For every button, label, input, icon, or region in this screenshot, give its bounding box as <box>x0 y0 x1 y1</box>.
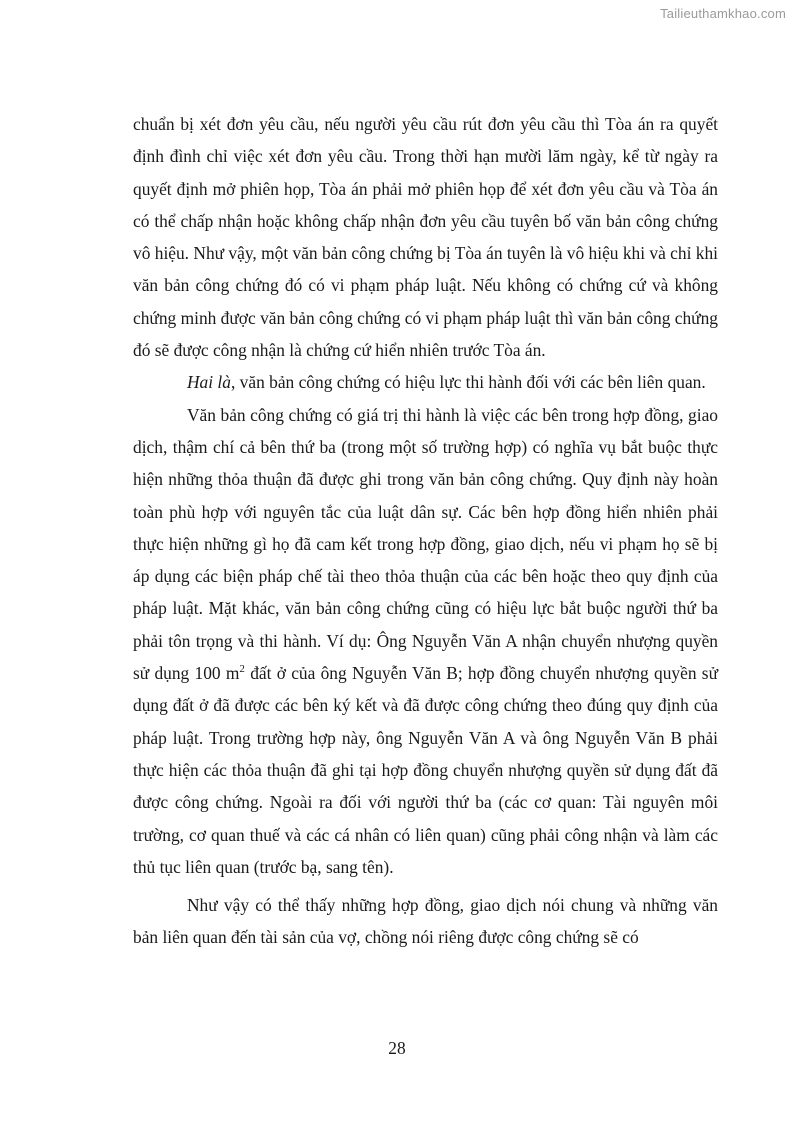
paragraph-second-point-text: , văn bản công chứng có hiệu lực thi hành đối với các bên liên quan. <box>230 372 706 393</box>
page-number: 28 <box>388 1038 406 1058</box>
paragraph-enforcement <box>133 399 718 883</box>
superscript-square: 2 <box>239 663 245 676</box>
italic-lead-text: Hai là <box>187 372 231 393</box>
paragraph-enforcement-text-1: Văn bản công chứng có giá trị thi hành là việc các bên trong hợp đồng, giao dịch, thậm chí cả bên thứ ba (trong một số trường hợp) có nghĩa vụ bắt buộc thực hiện những thỏa thuận đã được ghi trong văn bản công chứng. Quy định này hoàn toàn phù hợp với nguyên tắc của luật dân sự. Các bên hợp đồng hiển nhiên phải thực hiện những gì họ đã cam kết trong hợp đồng, giao dịch, nếu vi phạm họ sẽ bị áp dụng các biện pháp chế tài theo thỏa thuận của các bên hoặc theo quy định của pháp luật. Mặt khác, văn bản công chứng cũng có hiệu lực bắt buộc người thứ ba phải tôn trọng và thi hành. Ví dụ: Ông Nguyễn Văn A nhận chuyển nhượng quyền sử dụng 100 m <box>133 404 718 684</box>
paragraph-enforcement-text-2: đất ở của ông Nguyễn Văn B; hợp đồng chuyển nhượng quyền sử dụng đất ở đã được các bên ký kết và đã được công chứng theo đúng quy định của pháp luật. Trong trường hợp này, ông Nguyễn Văn A và ông Nguyễn Văn B phải thực hiện các thỏa thuận đã ghi tại hợp đồng chuyển nhượng quyền sử dụng đất đã được công chứng. Ngoài ra đối với người thứ ba (các cơ quan: Tài nguyên môi trường, cơ quan thuế và các cá nhân có liên quan) cũng phải công nhận và làm các thủ tục liên quan (trước bạ, sang tên). <box>133 663 718 877</box>
paragraph-second-point <box>133 366 718 398</box>
paragraph-continuation: chuẩn bị xét đơn yêu cầu, nếu người yêu cầu rút đơn yêu cầu thì Tòa án ra quyết định đình chỉ việc xét đơn yêu cầu. Trong thời hạn mười lăm ngày, kể từ ngày ra quyết định mở phiên họp, Tòa án phải mở phiên họp để xét đơn yêu cầu và Tòa án có thể chấp nhận hoặc không chấp nhận đơn yêu cầu tuyên bố văn bản công chứng vô hiệu. Như vậy, một văn bản công chứng bị Tòa án tuyên là vô hiệu khi và chỉ khi văn bản công chứng đó có vi phạm pháp luật. Nếu không có chứng cứ và không chứng minh được văn bản công chứng có vi phạm pháp luật thì văn bản công chứng đó sẽ được công nhận là chứng cứ hiển nhiên trước Tòa án. <box>133 114 718 361</box>
page-body <box>133 108 718 954</box>
paragraph-conclusion: Như vậy có thể thấy những hợp đồng, giao dịch nói chung và những văn bản liên quan đến tài sản của vợ, chồng nói riêng được công chứng sẽ có <box>133 895 718 948</box>
watermark-text: Tailieuthamkhao.com <box>660 6 786 21</box>
